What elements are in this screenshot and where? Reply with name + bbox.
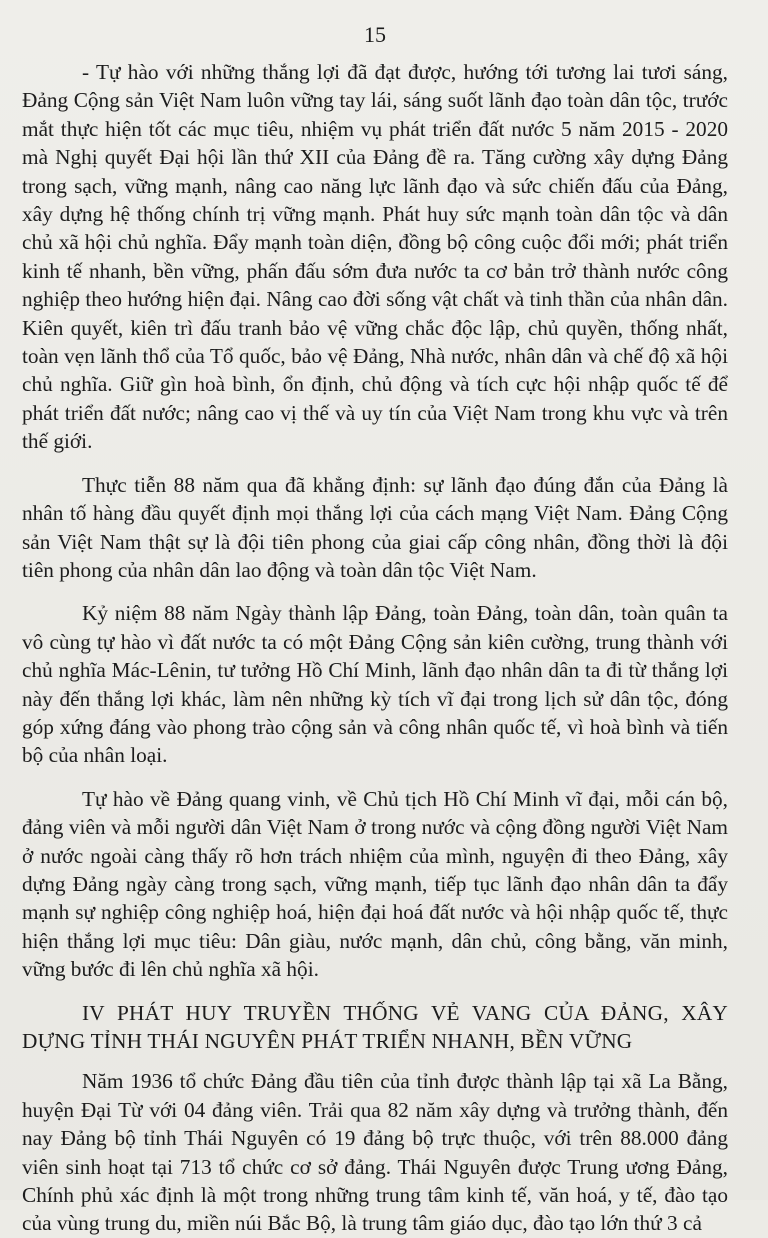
paragraph-4: Tự hào về Đảng quang vinh, về Chủ tịch Hồ Chí Minh vĩ đại, mỗi cán bộ, đảng viên và mỗi người dân Việt Nam ở trong nước và cộng đồng người Việt Nam ở nước ngoài càng thấy rõ hơn trách nhiệm của mình, nguyện đi theo Đảng, xây dựng Đảng ngày càng trong sạch, vững mạnh, tiếp tục lãnh đạo nhân dân ta đẩy mạnh sự nghiệp công nghiệp hoá, hiện đại hoá đất nước và hội nhập quốc tế, thực hiện thắng lợi mục tiêu: Dân giàu, nước mạnh, dân chủ, công bằng, văn minh, vững bước đi lên chủ nghĩa xã hội. — [22, 786, 728, 982]
paragraph-1: - Tự hào với những thắng lợi đã đạt được, hướng tới tương lai tươi sáng, Đảng Cộng sản Việt Nam luôn vững tay lái, sáng suốt lãnh đạo toàn dân tộc, trước mắt thực hiện tốt các mục tiêu, nhiệm vụ phát triển đất nước 5 năm 2015 - 2020 mà Nghị quyết Đại hội lần thứ XII của Đảng đề ra. Tăng cường xây dựng Đảng trong sạch, vững mạnh, nâng cao năng lực lãnh đạo và sức chiến đấu của Đảng, xây dựng hệ thống chính trị vững mạnh. Phát huy sức mạnh toàn dân tộc và dân chủ xã hội chủ nghĩa. Đẩy mạnh toàn diện, đồng bộ công cuộc đổi mới; phát triển kinh tế nhanh, bền vững, phấn đấu sớm đưa nước ta cơ bản trở thành nước công nghiệp theo hướng hiện đại. Nâng cao đời sống vật chất và tinh thần của nhân dân. Kiên quyết, kiên trì đấu tranh bảo vệ vững chắc độc lập, chủ quyền, thống nhất, toàn vẹn lãnh thổ của Tổ quốc, bảo vệ Đảng, Nhà nước, nhân dân và chế độ xã hội chủ nghĩa. Giữ gìn hoà bình, ổn định, chủ động và tích cực hội nhập quốc tế để phát triển đất nước; nâng cao vị thế và uy tín của Việt Nam trong khu vực và trên thế giới. — [22, 60, 728, 454]
section-paragraph: Năm 1936 tổ chức Đảng đầu tiên của tỉnh được thành lập tại xã La Bằng, huyện Đại Từ với 04 đảng viên. Trải qua 82 năm xây dựng và trưởng thành, đến nay Đảng bộ tỉnh Thái Nguyên có 19 đảng bộ trực thuộc, với trên 88.000 đảng viên sinh hoạt tại 713 tổ chức cơ sở đảng. Thái Nguyên được Trung ương Đảng, Chính phủ xác định là một trong những trung tâm kinh tế, văn hoá, y tế, đào tạo của vùng trung du, miền núi Bắc Bộ, là trung tâm giáo dục, đào tạo lớn thứ 3 cả — [22, 1069, 728, 1236]
paragraph-2: Thực tiễn 88 năm qua đã khẳng định: sự lãnh đạo đúng đắn của Đảng là nhân tố hàng đầu quyết định mọi thắng lợi của cách mạng Việt Nam. Đảng Cộng sản Việt Nam thật sự là đội tiên phong của giai cấp công nhân, đồng thời là đội tiên phong của nhân dân lao động và toàn dân tộc Việt Nam. — [22, 472, 728, 582]
section-heading: IV PHÁT HUY TRUYỀN THỐNG VẺ VANG CỦA ĐẢNG, XÂY DỰNG TỈNH THÁI NGUYÊN PHÁT TRIỂN NHANH, BỀN VỮNG — [22, 1000, 728, 1053]
page-number: 15 — [364, 22, 386, 47]
paragraph-3: Kỷ niệm 88 năm Ngày thành lập Đảng, toàn Đảng, toàn dân, toàn quân ta vô cùng tự hào vì đất nước ta có một Đảng Cộng sản kiên cường, trung thành với chủ nghĩa Mác-Lênin, tư tưởng Hồ Chí Minh, lãnh đạo nhân dân ta đi từ thắng lợi này đến thắng lợi khác, làm nên những kỳ tích vĩ đại trong lịch sử dân tộc, đóng góp xứng đáng vào phong trào cộng sản và công nhân quốc tế, vì hoà bình và tiến bộ của nhân loại. — [22, 601, 728, 768]
